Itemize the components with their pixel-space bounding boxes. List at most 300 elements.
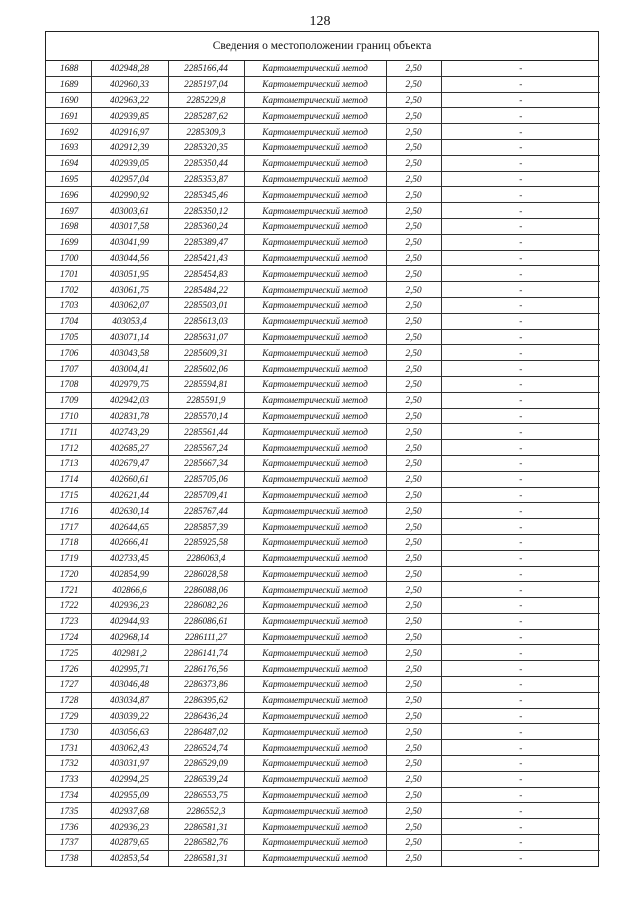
note-cell: - — [441, 598, 600, 614]
x-coordinate-cell: 402979,75 — [91, 376, 168, 392]
y-coordinate-cell: 2286088,06 — [168, 582, 244, 598]
point-number-cell: 1688 — [46, 61, 91, 76]
y-coordinate-cell: 2286539,24 — [168, 771, 244, 787]
point-number-cell: 1734 — [46, 787, 91, 803]
note-cell: - — [441, 835, 600, 851]
table-row — [46, 566, 600, 582]
point-number-cell: 1700 — [46, 250, 91, 266]
method-cell: Картометрический метод — [244, 392, 386, 408]
method-cell: Картометрический метод — [244, 724, 386, 740]
y-coordinate-cell: 2285350,44 — [168, 155, 244, 171]
note-cell: - — [441, 645, 600, 661]
table-row — [46, 440, 600, 456]
point-number-cell: 1726 — [46, 661, 91, 677]
method-cell: Картометрический метод — [244, 835, 386, 851]
table-row — [46, 408, 600, 424]
x-coordinate-cell: 402644,65 — [91, 519, 168, 535]
note-cell: - — [441, 250, 600, 266]
point-number-cell: 1699 — [46, 234, 91, 250]
note-cell: - — [441, 629, 600, 645]
accuracy-cell: 2,50 — [386, 313, 441, 329]
table-row — [46, 724, 600, 740]
table-row — [46, 471, 600, 487]
x-coordinate-cell: 402630,14 — [91, 503, 168, 519]
note-cell: - — [441, 534, 600, 550]
point-number-cell: 1738 — [46, 850, 91, 865]
y-coordinate-cell: 2285345,46 — [168, 187, 244, 203]
x-coordinate-cell: 403046,48 — [91, 677, 168, 693]
accuracy-cell: 2,50 — [386, 171, 441, 187]
note-cell: - — [441, 361, 600, 377]
x-coordinate-cell: 402660,61 — [91, 471, 168, 487]
table-row — [46, 250, 600, 266]
accuracy-cell: 2,50 — [386, 76, 441, 92]
table-row — [46, 692, 600, 708]
note-cell: - — [441, 803, 600, 819]
method-cell: Картометрический метод — [244, 645, 386, 661]
table-row — [46, 787, 600, 803]
x-coordinate-cell: 402937,68 — [91, 803, 168, 819]
method-cell: Картометрический метод — [244, 108, 386, 124]
method-cell: Картометрический метод — [244, 187, 386, 203]
point-number-cell: 1711 — [46, 424, 91, 440]
point-number-cell: 1731 — [46, 740, 91, 756]
table-row — [46, 297, 600, 313]
note-cell: - — [441, 661, 600, 677]
accuracy-cell: 2,50 — [386, 756, 441, 772]
point-number-cell: 1689 — [46, 76, 91, 92]
table-row — [46, 187, 600, 203]
y-coordinate-cell: 2285709,41 — [168, 487, 244, 503]
x-coordinate-cell: 402944,93 — [91, 613, 168, 629]
method-cell: Картометрический метод — [244, 361, 386, 377]
method-cell: Картометрический метод — [244, 740, 386, 756]
method-cell: Картометрический метод — [244, 598, 386, 614]
x-coordinate-cell: 402936,23 — [91, 598, 168, 614]
note-cell: - — [441, 787, 600, 803]
table-row — [46, 92, 600, 108]
note-cell: - — [441, 582, 600, 598]
accuracy-cell: 2,50 — [386, 787, 441, 803]
accuracy-cell: 2,50 — [386, 424, 441, 440]
boundary-table-frame — [45, 31, 599, 867]
table-row — [46, 266, 600, 282]
note-cell: - — [441, 345, 600, 361]
table-row — [46, 645, 600, 661]
y-coordinate-cell: 2286028,58 — [168, 566, 244, 582]
accuracy-cell: 2,50 — [386, 803, 441, 819]
table-row — [46, 234, 600, 250]
method-cell: Картометрический метод — [244, 661, 386, 677]
accuracy-cell: 2,50 — [386, 692, 441, 708]
x-coordinate-cell: 402916,97 — [91, 124, 168, 140]
y-coordinate-cell: 2286524,74 — [168, 740, 244, 756]
x-coordinate-cell: 402990,92 — [91, 187, 168, 203]
note-cell: - — [441, 708, 600, 724]
point-number-cell: 1709 — [46, 392, 91, 408]
table-row — [46, 424, 600, 440]
table-row — [46, 740, 600, 756]
accuracy-cell: 2,50 — [386, 534, 441, 550]
y-coordinate-cell: 2285591,9 — [168, 392, 244, 408]
y-coordinate-cell: 2285705,06 — [168, 471, 244, 487]
point-number-cell: 1703 — [46, 297, 91, 313]
y-coordinate-cell: 2285570,14 — [168, 408, 244, 424]
accuracy-cell: 2,50 — [386, 613, 441, 629]
x-coordinate-cell: 403043,58 — [91, 345, 168, 361]
note-cell: - — [441, 392, 600, 408]
table-row — [46, 503, 600, 519]
point-number-cell: 1722 — [46, 598, 91, 614]
y-coordinate-cell: 2285454,83 — [168, 266, 244, 282]
note-cell: - — [441, 313, 600, 329]
method-cell: Картометрический метод — [244, 550, 386, 566]
note-cell: - — [441, 61, 600, 76]
accuracy-cell: 2,50 — [386, 282, 441, 298]
accuracy-cell: 2,50 — [386, 724, 441, 740]
point-number-cell: 1718 — [46, 534, 91, 550]
table-row — [46, 835, 600, 851]
accuracy-cell: 2,50 — [386, 440, 441, 456]
x-coordinate-cell: 402831,78 — [91, 408, 168, 424]
x-coordinate-cell: 402995,71 — [91, 661, 168, 677]
y-coordinate-cell: 2286553,75 — [168, 787, 244, 803]
accuracy-cell: 2,50 — [386, 661, 441, 677]
y-coordinate-cell: 2285503,01 — [168, 297, 244, 313]
note-cell: - — [441, 471, 600, 487]
table-row — [46, 108, 600, 124]
method-cell: Картометрический метод — [244, 787, 386, 803]
point-number-cell: 1723 — [46, 613, 91, 629]
point-number-cell: 1701 — [46, 266, 91, 282]
x-coordinate-cell: 402960,33 — [91, 76, 168, 92]
x-coordinate-cell: 402936,23 — [91, 819, 168, 835]
x-coordinate-cell: 402957,04 — [91, 171, 168, 187]
table-row — [46, 819, 600, 835]
y-coordinate-cell: 2285631,07 — [168, 329, 244, 345]
x-coordinate-cell: 402733,45 — [91, 550, 168, 566]
x-coordinate-cell: 402621,44 — [91, 487, 168, 503]
method-cell: Картометрический метод — [244, 692, 386, 708]
x-coordinate-cell: 403062,43 — [91, 740, 168, 756]
y-coordinate-cell: 2285197,04 — [168, 76, 244, 92]
note-cell: - — [441, 92, 600, 108]
x-coordinate-cell: 403041,99 — [91, 234, 168, 250]
method-cell: Картометрический метод — [244, 487, 386, 503]
y-coordinate-cell: 2285229,8 — [168, 92, 244, 108]
method-cell: Картометрический метод — [244, 613, 386, 629]
accuracy-cell: 2,50 — [386, 519, 441, 535]
note-cell: - — [441, 850, 600, 865]
method-cell: Картометрический метод — [244, 582, 386, 598]
y-coordinate-cell: 2286176,56 — [168, 661, 244, 677]
method-cell: Картометрический метод — [244, 424, 386, 440]
x-coordinate-cell: 402955,09 — [91, 787, 168, 803]
table-row — [46, 661, 600, 677]
x-coordinate-cell: 402685,27 — [91, 440, 168, 456]
table-row — [46, 361, 600, 377]
method-cell: Картометрический метод — [244, 519, 386, 535]
accuracy-cell: 2,50 — [386, 361, 441, 377]
table-row — [46, 61, 600, 76]
accuracy-cell: 2,50 — [386, 645, 441, 661]
accuracy-cell: 2,50 — [386, 503, 441, 519]
note-cell: - — [441, 408, 600, 424]
accuracy-cell: 2,50 — [386, 708, 441, 724]
method-cell: Картометрический метод — [244, 61, 386, 76]
table-row — [46, 708, 600, 724]
accuracy-cell: 2,50 — [386, 234, 441, 250]
accuracy-cell: 2,50 — [386, 740, 441, 756]
method-cell: Картометрический метод — [244, 408, 386, 424]
note-cell: - — [441, 566, 600, 582]
y-coordinate-cell: 2286395,62 — [168, 692, 244, 708]
accuracy-cell: 2,50 — [386, 139, 441, 155]
point-number-cell: 1730 — [46, 724, 91, 740]
method-cell: Картометрический метод — [244, 566, 386, 582]
x-coordinate-cell: 403061,75 — [91, 282, 168, 298]
x-coordinate-cell: 403044,56 — [91, 250, 168, 266]
x-coordinate-cell: 403053,4 — [91, 313, 168, 329]
x-coordinate-cell: 403071,14 — [91, 329, 168, 345]
x-coordinate-cell: 402666,41 — [91, 534, 168, 550]
table-row — [46, 771, 600, 787]
method-cell: Картометрический метод — [244, 266, 386, 282]
point-number-cell: 1735 — [46, 803, 91, 819]
table-row — [46, 139, 600, 155]
table-row — [46, 487, 600, 503]
accuracy-cell: 2,50 — [386, 92, 441, 108]
y-coordinate-cell: 2285767,44 — [168, 503, 244, 519]
table-row — [46, 329, 600, 345]
y-coordinate-cell: 2285287,62 — [168, 108, 244, 124]
note-cell: - — [441, 218, 600, 234]
accuracy-cell: 2,50 — [386, 108, 441, 124]
note-cell: - — [441, 297, 600, 313]
y-coordinate-cell: 2286086,61 — [168, 613, 244, 629]
accuracy-cell: 2,50 — [386, 61, 441, 76]
table-row — [46, 392, 600, 408]
point-number-cell: 1698 — [46, 218, 91, 234]
table-row — [46, 313, 600, 329]
table-row — [46, 345, 600, 361]
point-number-cell: 1729 — [46, 708, 91, 724]
note-cell: - — [441, 234, 600, 250]
table-row — [46, 218, 600, 234]
method-cell: Картометрический метод — [244, 455, 386, 471]
note-cell: - — [441, 203, 600, 219]
y-coordinate-cell: 2286063,4 — [168, 550, 244, 566]
table-row — [46, 850, 600, 865]
point-number-cell: 1704 — [46, 313, 91, 329]
table-row — [46, 282, 600, 298]
method-cell: Картометрический метод — [244, 756, 386, 772]
table-row — [46, 534, 600, 550]
accuracy-cell: 2,50 — [386, 598, 441, 614]
table-row — [46, 677, 600, 693]
point-number-cell: 1732 — [46, 756, 91, 772]
point-number-cell: 1696 — [46, 187, 91, 203]
point-number-cell: 1737 — [46, 835, 91, 851]
table-row — [46, 171, 600, 187]
accuracy-cell: 2,50 — [386, 677, 441, 693]
x-coordinate-cell: 403056,63 — [91, 724, 168, 740]
accuracy-cell: 2,50 — [386, 566, 441, 582]
note-cell: - — [441, 171, 600, 187]
table-row — [46, 155, 600, 171]
y-coordinate-cell: 2285421,43 — [168, 250, 244, 266]
method-cell: Картометрический метод — [244, 771, 386, 787]
point-number-cell: 1716 — [46, 503, 91, 519]
accuracy-cell: 2,50 — [386, 376, 441, 392]
note-cell: - — [441, 487, 600, 503]
point-number-cell: 1717 — [46, 519, 91, 535]
y-coordinate-cell: 2286436,24 — [168, 708, 244, 724]
note-cell: - — [441, 771, 600, 787]
note-cell: - — [441, 187, 600, 203]
accuracy-cell: 2,50 — [386, 835, 441, 851]
method-cell: Картометрический метод — [244, 345, 386, 361]
y-coordinate-cell: 2285309,3 — [168, 124, 244, 140]
x-coordinate-cell: 403051,95 — [91, 266, 168, 282]
y-coordinate-cell: 2285484,22 — [168, 282, 244, 298]
x-coordinate-cell: 402948,28 — [91, 61, 168, 76]
note-cell: - — [441, 329, 600, 345]
y-coordinate-cell: 2285667,34 — [168, 455, 244, 471]
accuracy-cell: 2,50 — [386, 345, 441, 361]
point-number-cell: 1710 — [46, 408, 91, 424]
point-number-cell: 1693 — [46, 139, 91, 155]
y-coordinate-cell: 2285857,39 — [168, 519, 244, 535]
x-coordinate-cell: 402981,2 — [91, 645, 168, 661]
y-coordinate-cell: 2285567,24 — [168, 440, 244, 456]
x-coordinate-cell: 403039,22 — [91, 708, 168, 724]
point-number-cell: 1720 — [46, 566, 91, 582]
method-cell: Картометрический метод — [244, 629, 386, 645]
x-coordinate-cell: 403004,41 — [91, 361, 168, 377]
coordinates-table — [46, 61, 600, 866]
x-coordinate-cell: 402963,22 — [91, 92, 168, 108]
point-number-cell: 1715 — [46, 487, 91, 503]
y-coordinate-cell: 2286582,76 — [168, 835, 244, 851]
table-row — [46, 455, 600, 471]
note-cell: - — [441, 519, 600, 535]
accuracy-cell: 2,50 — [386, 329, 441, 345]
y-coordinate-cell: 2286529,09 — [168, 756, 244, 772]
table-row — [46, 613, 600, 629]
y-coordinate-cell: 2285389,47 — [168, 234, 244, 250]
y-coordinate-cell: 2285350,12 — [168, 203, 244, 219]
table-row — [46, 550, 600, 566]
y-coordinate-cell: 2285594,81 — [168, 376, 244, 392]
table-row — [46, 203, 600, 219]
accuracy-cell: 2,50 — [386, 771, 441, 787]
y-coordinate-cell: 2286581,31 — [168, 819, 244, 835]
note-cell: - — [441, 124, 600, 140]
method-cell: Картометрический метод — [244, 677, 386, 693]
y-coordinate-cell: 2285320,35 — [168, 139, 244, 155]
method-cell: Картометрический метод — [244, 203, 386, 219]
table-row — [46, 519, 600, 535]
page-number: 128 — [309, 14, 331, 29]
note-cell: - — [441, 613, 600, 629]
note-cell: - — [441, 376, 600, 392]
accuracy-cell: 2,50 — [386, 629, 441, 645]
x-coordinate-cell: 402679,47 — [91, 455, 168, 471]
note-cell: - — [441, 724, 600, 740]
accuracy-cell: 2,50 — [386, 203, 441, 219]
method-cell: Картометрический метод — [244, 819, 386, 835]
point-number-cell: 1719 — [46, 550, 91, 566]
note-cell: - — [441, 440, 600, 456]
accuracy-cell: 2,50 — [386, 408, 441, 424]
x-coordinate-cell: 402854,99 — [91, 566, 168, 582]
note-cell: - — [441, 819, 600, 835]
table-header-title: Сведения о местоположении границ объекта — [46, 32, 598, 61]
note-cell: - — [441, 455, 600, 471]
note-cell: - — [441, 550, 600, 566]
point-number-cell: 1695 — [46, 171, 91, 187]
accuracy-cell: 2,50 — [386, 471, 441, 487]
table-row — [46, 629, 600, 645]
table-row — [46, 76, 600, 92]
y-coordinate-cell: 2286487,02 — [168, 724, 244, 740]
point-number-cell: 1733 — [46, 771, 91, 787]
x-coordinate-cell: 403017,58 — [91, 218, 168, 234]
accuracy-cell: 2,50 — [386, 819, 441, 835]
point-number-cell: 1702 — [46, 282, 91, 298]
method-cell: Картометрический метод — [244, 440, 386, 456]
accuracy-cell: 2,50 — [386, 218, 441, 234]
method-cell: Картометрический метод — [244, 124, 386, 140]
point-number-cell: 1712 — [46, 440, 91, 456]
accuracy-cell: 2,50 — [386, 582, 441, 598]
method-cell: Картометрический метод — [244, 282, 386, 298]
point-number-cell: 1728 — [46, 692, 91, 708]
note-cell: - — [441, 155, 600, 171]
method-cell: Картометрический метод — [244, 139, 386, 155]
x-coordinate-cell: 403031,97 — [91, 756, 168, 772]
point-number-cell: 1708 — [46, 376, 91, 392]
note-cell: - — [441, 108, 600, 124]
accuracy-cell: 2,50 — [386, 297, 441, 313]
point-number-cell: 1725 — [46, 645, 91, 661]
table-row — [46, 756, 600, 772]
y-coordinate-cell: 2286552,3 — [168, 803, 244, 819]
point-number-cell: 1721 — [46, 582, 91, 598]
method-cell: Картометрический метод — [244, 503, 386, 519]
note-cell: - — [441, 282, 600, 298]
y-coordinate-cell: 2285609,31 — [168, 345, 244, 361]
point-number-cell: 1694 — [46, 155, 91, 171]
y-coordinate-cell: 2286373,86 — [168, 677, 244, 693]
y-coordinate-cell: 2285561,44 — [168, 424, 244, 440]
table-row — [46, 124, 600, 140]
method-cell: Картометрический метод — [244, 850, 386, 865]
y-coordinate-cell: 2285602,06 — [168, 361, 244, 377]
accuracy-cell: 2,50 — [386, 392, 441, 408]
x-coordinate-cell: 402743,29 — [91, 424, 168, 440]
y-coordinate-cell: 2286082,26 — [168, 598, 244, 614]
y-coordinate-cell: 2286141,74 — [168, 645, 244, 661]
accuracy-cell: 2,50 — [386, 124, 441, 140]
method-cell: Картометрический метод — [244, 234, 386, 250]
table-row — [46, 598, 600, 614]
y-coordinate-cell: 2286581,31 — [168, 850, 244, 865]
method-cell: Картометрический метод — [244, 376, 386, 392]
accuracy-cell: 2,50 — [386, 187, 441, 203]
method-cell: Картометрический метод — [244, 708, 386, 724]
